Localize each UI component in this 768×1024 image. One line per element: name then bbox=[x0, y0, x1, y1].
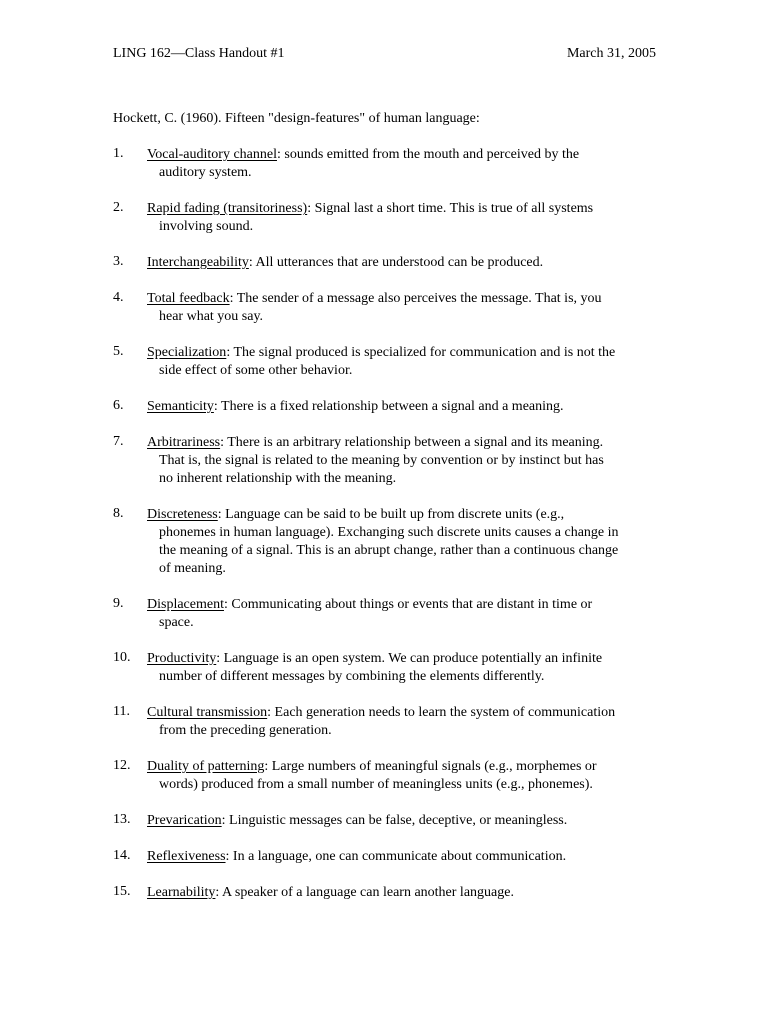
item-line: phonemes in human language). Exchanging such discrete units causes a change in bbox=[159, 525, 619, 540]
item-line bbox=[147, 758, 658, 776]
list-item bbox=[113, 596, 658, 632]
list-item bbox=[113, 704, 658, 740]
feature-term: Prevarication bbox=[147, 813, 222, 828]
item-line bbox=[147, 434, 658, 452]
feature-description: : A speaker of a language can learn another language. bbox=[215, 885, 514, 900]
item-number: 2. bbox=[113, 200, 124, 215]
item-line: no inherent relationship with the meaning. bbox=[159, 471, 397, 486]
feature-term: Productivity bbox=[147, 651, 217, 666]
list-item bbox=[113, 344, 658, 380]
item-line: words) produced from a small number of meaningless units (e.g., phonemes). bbox=[159, 777, 593, 792]
list-item bbox=[113, 398, 658, 416]
item-line: of meaning. bbox=[159, 561, 226, 576]
list-item bbox=[113, 884, 658, 902]
item-line bbox=[147, 290, 658, 308]
item-line: side effect of some other behavior. bbox=[159, 363, 353, 378]
list-item bbox=[113, 254, 658, 272]
feature-description: : The sender of a message also perceives the message. That is, you bbox=[229, 291, 602, 306]
page-header bbox=[113, 46, 656, 66]
feature-description: : Language is an open system. We can produce potentially an infinite bbox=[216, 651, 603, 666]
feature-term: Semanticity bbox=[147, 399, 214, 414]
item-number: 9. bbox=[113, 596, 124, 611]
item-line: That is, the signal is related to the meaning by convention or by instinct but has bbox=[159, 453, 604, 468]
item-line bbox=[147, 704, 658, 722]
item-line: number of different messages by combining the elements differently. bbox=[159, 669, 545, 684]
item-text bbox=[147, 704, 658, 740]
item-number: 13. bbox=[113, 812, 131, 827]
feature-description: : sounds emitted from the mouth and perceived by the bbox=[276, 147, 580, 162]
item-line bbox=[147, 344, 658, 362]
feature-description: : Signal last a short time. This is true of all systems bbox=[307, 201, 594, 216]
item-number: 12. bbox=[113, 758, 131, 773]
design-features-list bbox=[113, 146, 658, 902]
item-number: 14. bbox=[113, 848, 131, 863]
item-line bbox=[147, 812, 658, 830]
list-item bbox=[113, 812, 658, 830]
item-line: from the preceding generation. bbox=[159, 723, 332, 738]
feature-description: : In a language, one can communicate about communication. bbox=[225, 849, 567, 864]
list-item bbox=[113, 650, 658, 686]
feature-description: : All utterances that are understood can be produced. bbox=[248, 255, 544, 270]
item-text bbox=[147, 434, 658, 488]
item-line: space. bbox=[159, 615, 194, 630]
feature-term: Arbitrariness bbox=[147, 435, 221, 450]
item-text bbox=[147, 758, 658, 794]
feature-description: : Large numbers of meaningful signals (e.g., morphemes or bbox=[264, 759, 597, 774]
item-text bbox=[147, 812, 658, 830]
list-item bbox=[113, 290, 658, 326]
item-text bbox=[147, 884, 658, 902]
item-line bbox=[147, 200, 658, 218]
item-number: 11. bbox=[113, 704, 130, 719]
feature-term: Reflexiveness bbox=[147, 849, 226, 864]
item-text bbox=[147, 398, 658, 416]
item-text bbox=[147, 344, 658, 380]
item-line: hear what you say. bbox=[159, 309, 264, 324]
feature-description: : The signal produced is specialized for communication and is not the bbox=[226, 345, 616, 360]
list-item bbox=[113, 434, 658, 488]
course-title: LING 162—Class Handout #1 bbox=[113, 46, 285, 61]
item-number: 1. bbox=[113, 146, 124, 161]
item-line bbox=[147, 254, 658, 272]
item-line: the meaning of a signal. This is an abrupt change, rather than a continuous change bbox=[159, 543, 619, 558]
item-number: 8. bbox=[113, 506, 124, 521]
feature-term: Cultural transmission bbox=[147, 705, 268, 720]
item-text bbox=[147, 290, 658, 326]
item-text bbox=[147, 506, 658, 578]
item-line bbox=[147, 650, 658, 668]
item-number: 4. bbox=[113, 290, 124, 305]
item-text bbox=[147, 596, 658, 632]
feature-term: Duality of patterning bbox=[147, 759, 265, 774]
item-text bbox=[147, 200, 658, 236]
item-text bbox=[147, 848, 658, 866]
item-number: 10. bbox=[113, 650, 131, 665]
feature-description: : There is an arbitrary relationship between a signal and its meaning. bbox=[220, 435, 604, 450]
item-line bbox=[147, 146, 658, 164]
item-line bbox=[147, 506, 658, 524]
item-text bbox=[147, 650, 658, 686]
item-line bbox=[147, 596, 658, 614]
list-item bbox=[113, 848, 658, 866]
feature-description: : Language can be said to be built up from discrete units (e.g., bbox=[217, 507, 565, 522]
list-item bbox=[113, 200, 658, 236]
feature-description: : Communicating about things or events that are distant in time or bbox=[223, 597, 593, 612]
feature-description: : Linguistic messages can be false, deceptive, or meaningless. bbox=[221, 813, 568, 828]
item-line: involving sound. bbox=[159, 219, 254, 234]
item-number: 7. bbox=[113, 434, 124, 449]
list-item bbox=[113, 146, 658, 182]
item-text bbox=[147, 146, 658, 182]
feature-term: Specialization bbox=[147, 345, 227, 360]
list-item bbox=[113, 758, 658, 794]
intro-citation: Hockett, C. (1960). Fifteen "design-features" of human language: bbox=[113, 111, 480, 126]
feature-term: Total feedback bbox=[147, 291, 230, 306]
feature-term: Vocal-auditory channel bbox=[147, 147, 277, 162]
feature-term: Displacement bbox=[147, 597, 224, 612]
feature-term: Learnability bbox=[147, 885, 216, 900]
feature-description: : Each generation needs to learn the system of communication bbox=[267, 705, 616, 720]
handout-date: March 31, 2005 bbox=[566, 46, 656, 61]
feature-term: Discreteness bbox=[147, 507, 218, 522]
item-line bbox=[147, 848, 658, 866]
feature-description: : There is a fixed relationship between a signal and a meaning. bbox=[213, 399, 564, 414]
item-line bbox=[147, 884, 658, 902]
feature-term: Interchangeability bbox=[147, 255, 249, 270]
item-number: 6. bbox=[113, 398, 124, 413]
feature-term: Rapid fading (transitoriness) bbox=[147, 201, 308, 216]
list-item bbox=[113, 506, 658, 578]
item-text bbox=[147, 254, 658, 272]
item-line bbox=[147, 398, 658, 416]
item-number: 15. bbox=[113, 884, 131, 899]
item-number: 5. bbox=[113, 344, 124, 359]
item-line: auditory system. bbox=[159, 165, 252, 180]
item-number: 3. bbox=[113, 254, 124, 269]
